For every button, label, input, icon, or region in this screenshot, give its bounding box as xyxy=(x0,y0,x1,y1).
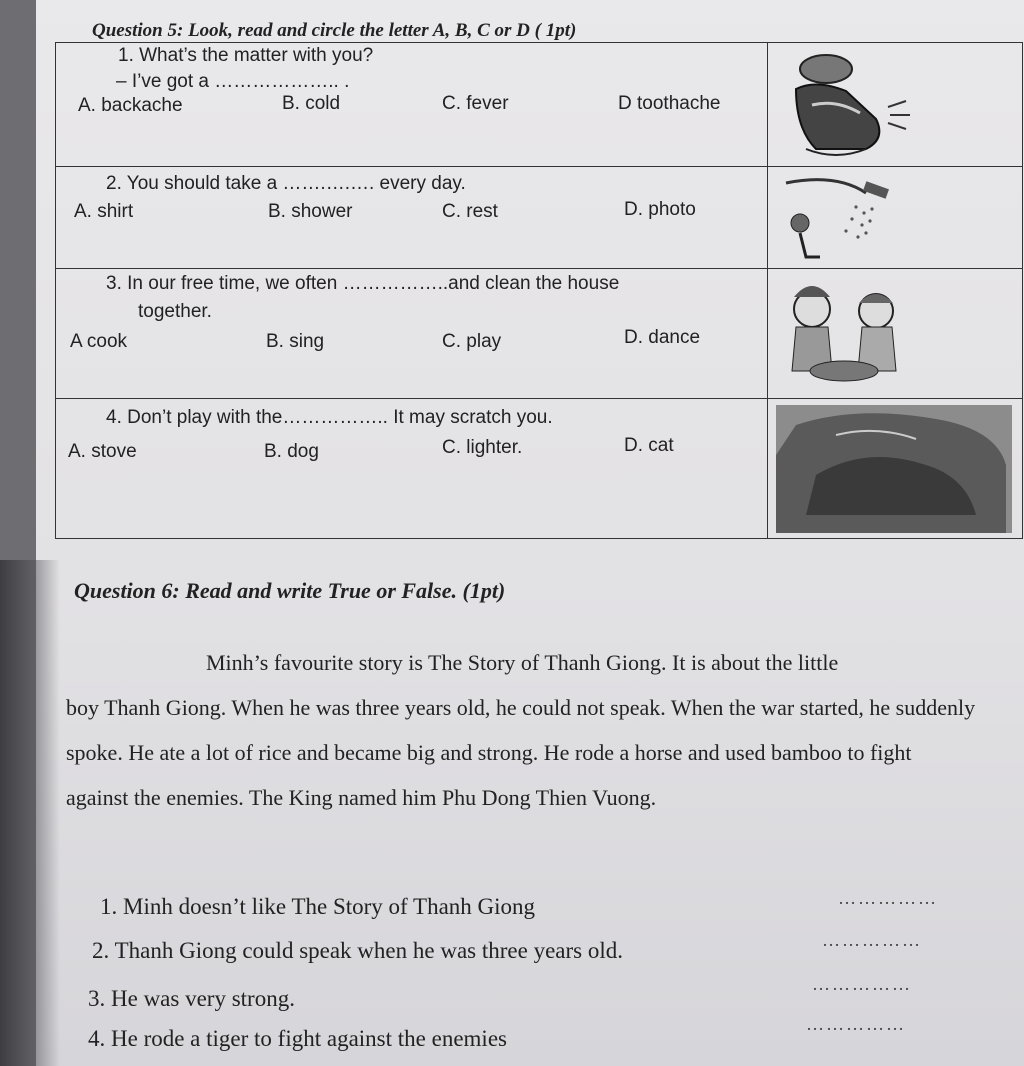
page-shadow xyxy=(0,560,60,1066)
answer-blank-2[interactable]: …………… xyxy=(822,930,922,950)
question-5-item-3 xyxy=(56,269,768,399)
item-2-option-c[interactable]: C. rest xyxy=(442,201,498,222)
item-3-question: 3. In our free time, we often ……………..and clean the house xyxy=(106,273,620,294)
shower-icon xyxy=(776,173,916,263)
item-2-question: 2. You should take a …….….…. every day. xyxy=(106,173,466,194)
statement-4: 4. He rode a tiger to fight against the enemies xyxy=(88,1026,507,1051)
children-cooking-icon xyxy=(776,275,926,393)
item-3-question-cont: together. xyxy=(138,301,212,322)
statement-2: 2. Thanh Giong could speak when he was three years old. xyxy=(92,938,623,963)
question-6-title: Question 6: Read and write True or False. (1pt) xyxy=(74,578,506,603)
item-3-option-a[interactable]: A cook xyxy=(70,331,128,352)
answer-blank-3[interactable]: …………… xyxy=(812,974,912,994)
item-4-option-a[interactable]: A. stove xyxy=(68,441,137,462)
item-4-option-b[interactable]: B. dog xyxy=(264,441,319,462)
answer-blank-1[interactable]: …………… xyxy=(838,888,938,908)
question-5-title: Question 5: Look, read and circle the letter A, B, C or D ( 1pt) xyxy=(92,20,577,41)
reading-passage xyxy=(66,640,976,820)
cat-icon xyxy=(776,405,1012,533)
item-2-option-d[interactable]: D. photo xyxy=(624,199,696,220)
item-4-question: 4. Don’t play with the…………….. It may scratch you. xyxy=(106,407,553,428)
item-1-picture-cell xyxy=(768,43,1023,167)
item-2-option-a[interactable]: A. shirt xyxy=(74,201,134,222)
question-5-item-1 xyxy=(56,43,768,167)
statement-1: 1. Minh doesn’t like The Story of Thanh Giong xyxy=(100,894,536,919)
item-3-picture-cell xyxy=(768,269,1023,399)
item-4-picture-cell xyxy=(768,399,1023,539)
item-3-option-b[interactable]: B. sing xyxy=(266,331,325,352)
item-1-option-b[interactable]: B. cold xyxy=(282,93,341,114)
question-5-item-4 xyxy=(56,399,768,539)
item-1-answer-line: – I’ve got a ……………….. . xyxy=(116,71,350,92)
passage-first-line: Minh’s favourite story is The Story of Thanh Giong. It is about the little xyxy=(206,650,839,675)
passage-body: boy Thanh Giong. When he was three years old, he could not speak. When the war started, he suddenly spoke. He ate a lot of rice and became big and strong. He rode a horse and used bamboo to fight against the enemies. The King named him Phu Dong Thien Vuong. xyxy=(66,695,976,810)
item-1-question: 1. What’s the matter with you? xyxy=(118,45,374,66)
item-2-option-b[interactable]: B. shower xyxy=(268,201,353,222)
answer-blank-4[interactable]: …………… xyxy=(806,1014,906,1034)
question-5-item-2 xyxy=(56,167,768,269)
item-4-option-d[interactable]: D. cat xyxy=(624,435,674,456)
item-1-option-c[interactable]: C. fever xyxy=(442,93,509,114)
toothache-icon xyxy=(776,49,916,161)
item-2-picture-cell xyxy=(768,167,1023,269)
item-3-option-d[interactable]: D. dance xyxy=(624,327,701,348)
item-1-option-d[interactable]: D toothache xyxy=(618,93,721,114)
question-5-table xyxy=(55,42,1023,539)
item-4-option-c[interactable]: C. lighter. xyxy=(442,437,523,458)
item-1-option-a[interactable]: A. backache xyxy=(78,95,183,116)
item-3-option-c[interactable]: C. play xyxy=(442,331,502,352)
statement-3: 3. He was very strong. xyxy=(88,986,295,1011)
